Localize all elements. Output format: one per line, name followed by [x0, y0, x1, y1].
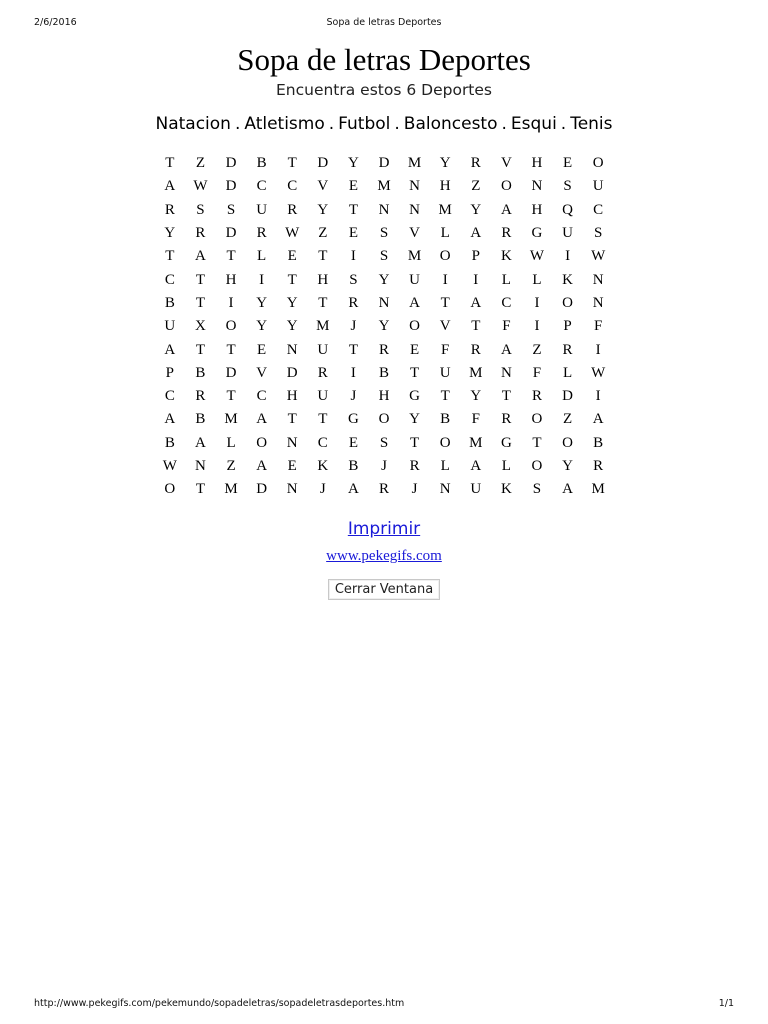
grid-cell: T — [165, 155, 175, 172]
grid-cell: A — [470, 458, 482, 474]
grid-cell: Y — [470, 388, 482, 405]
grid-cell: T — [195, 341, 206, 358]
grid-cell: C — [593, 201, 604, 218]
grid-row — [155, 478, 614, 501]
grid-cell: R — [531, 388, 542, 405]
grid-row — [155, 268, 614, 291]
grid-cell: N — [286, 481, 298, 498]
grid-cell: T — [195, 481, 206, 498]
grid-cell: W — [285, 225, 300, 242]
grid-cell: C — [256, 388, 267, 405]
grid-cell: L — [501, 271, 511, 288]
grid-cell: A — [409, 294, 421, 311]
grid-cell: M — [469, 364, 483, 381]
grid-cell: U — [317, 341, 329, 358]
grid-cell: W — [162, 458, 177, 474]
grid-cell: K — [500, 248, 512, 265]
grid-cell: T — [195, 271, 206, 288]
grid-cell: P — [165, 364, 175, 381]
grid-cell: V — [439, 318, 451, 335]
grid-cell: R — [195, 225, 206, 242]
grid-cell: U — [470, 481, 482, 498]
grid-cell: Q — [562, 201, 573, 218]
grid-cell: T — [195, 294, 206, 311]
grid-cell: R — [501, 225, 512, 242]
grid-cell: N — [195, 458, 206, 474]
grid-cell: C — [287, 178, 298, 195]
grid-cell: F — [471, 411, 480, 428]
grid-cell: L — [440, 225, 450, 242]
grid-cell: K — [562, 271, 573, 288]
grid-cell: A — [195, 248, 206, 265]
grid-cell: R — [378, 341, 389, 358]
grid-cell: K — [500, 481, 512, 498]
word-item: Futbol — [338, 114, 391, 134]
grid-cell: R — [409, 458, 420, 474]
grid-cell: N — [592, 294, 604, 311]
grid-cell: I — [473, 271, 479, 288]
grid-cell: Y — [562, 458, 573, 474]
page-subtitle: Encuentra estos 6 Deportes — [275, 81, 493, 99]
grid-cell: Y — [317, 201, 329, 218]
close-window-button[interactable]: Cerrar Ventana — [328, 579, 440, 600]
grid-cell: J — [319, 481, 326, 498]
grid-cell: I — [534, 294, 540, 311]
grid-cell: P — [471, 248, 480, 265]
grid-cell: J — [350, 388, 357, 405]
grid-cell: S — [226, 201, 236, 218]
grid-cell: B — [195, 411, 206, 428]
grid-cell: O — [439, 248, 451, 265]
grid-cell: D — [225, 364, 237, 381]
grid-cell: W — [529, 248, 545, 265]
print-footer — [34, 998, 734, 1012]
print-document-title: Sopa de letras Deportes — [326, 17, 442, 28]
grid-cell: T — [226, 341, 236, 358]
grid-cell: V — [317, 178, 329, 195]
grid-row — [155, 385, 614, 408]
word-list — [0, 112, 768, 136]
grid-cell: A — [164, 341, 176, 358]
grid-cell: E — [562, 155, 573, 172]
word-separator: . — [328, 114, 335, 134]
grid-cell: C — [317, 434, 328, 451]
grid-cell: S — [379, 248, 389, 265]
grid-cell: E — [348, 225, 358, 242]
grid-cell: T — [410, 434, 420, 451]
grid-cell: T — [287, 271, 297, 288]
grid-cell: C — [164, 271, 175, 288]
grid-cell: Y — [286, 294, 298, 311]
grid-cell: D — [225, 155, 237, 172]
grid-cell: S — [196, 201, 205, 218]
grid-cell: T — [348, 341, 358, 358]
grid-cell: R — [470, 341, 481, 358]
grid-cell: H — [531, 201, 543, 218]
word-separator: . — [501, 114, 507, 134]
grid-row — [155, 408, 614, 431]
grid-cell: M — [407, 155, 422, 172]
grid-cell: T — [287, 155, 297, 172]
grid-cell: H — [225, 271, 237, 288]
grid-cell: G — [347, 411, 359, 428]
grid-cell: B — [256, 155, 267, 172]
grid-cell: S — [349, 271, 358, 288]
grid-cell: A — [195, 434, 206, 451]
word-item: Esqui — [510, 114, 557, 134]
grid-cell: L — [532, 271, 542, 288]
grid-cell: A — [470, 225, 482, 242]
grid-cell: R — [195, 388, 206, 405]
grid-cell: G — [531, 225, 543, 242]
grid-cell: A — [164, 178, 176, 195]
grid-cell: G — [500, 434, 512, 451]
grid-cell: Y — [256, 318, 268, 335]
grid-cell: T — [501, 388, 511, 405]
grid-cell: T — [410, 364, 420, 381]
grid-cell: O — [500, 178, 512, 195]
grid-cell: C — [256, 178, 267, 195]
grid-cell: C — [164, 388, 175, 405]
grid-cell: B — [348, 458, 359, 474]
grid-cell: T — [165, 248, 175, 265]
grid-cell: W — [591, 364, 606, 381]
grid-cell: Z — [318, 225, 328, 242]
grid-cell: J — [411, 481, 418, 498]
grid-cell: E — [287, 458, 297, 474]
grid-cell: T — [318, 248, 328, 265]
grid-cell: I — [259, 271, 265, 288]
grid-cell: L — [562, 364, 573, 381]
grid-cell: R — [164, 201, 175, 218]
grid-cell: A — [500, 341, 512, 358]
grid-cell: T — [287, 411, 297, 428]
grid-cell: B — [593, 434, 604, 451]
grid-cell: I — [565, 248, 571, 265]
grid-cell: R — [470, 155, 481, 172]
grid-cell: O — [439, 434, 451, 451]
grid-cell: S — [532, 481, 542, 498]
grid-cell: U — [439, 364, 451, 381]
grid-cell: H — [317, 271, 329, 288]
grid-cell: D — [378, 155, 390, 172]
grid-cell: G — [409, 388, 421, 405]
grid-row — [155, 245, 614, 268]
grid-cell: M — [469, 434, 483, 451]
grid-cell: A — [470, 294, 482, 311]
grid-cell: U — [409, 271, 421, 288]
grid-row — [155, 175, 614, 198]
grid-cell: Z — [471, 178, 481, 195]
grid-cell: S — [563, 178, 572, 195]
grid-cell: R — [378, 481, 389, 498]
grid-cell: A — [562, 481, 573, 498]
print-header — [34, 17, 734, 31]
print-date: 2/6/2016 — [34, 17, 77, 28]
grid-cell: M — [407, 248, 422, 265]
grid-cell: E — [348, 434, 358, 451]
grid-cell: E — [348, 178, 358, 195]
grid-cell: R — [593, 458, 604, 474]
grid-cell: E — [287, 248, 297, 265]
grid-cell: T — [532, 434, 542, 451]
grid-cell: T — [226, 248, 236, 265]
grid-cell: D — [256, 481, 268, 498]
grid-cell: D — [225, 225, 237, 242]
grid-cell: U — [317, 388, 329, 405]
word-separator: . — [394, 114, 400, 134]
grid-cell: R — [256, 225, 267, 242]
grid-cell: F — [593, 318, 603, 335]
grid-cell: M — [377, 178, 391, 195]
grid-cell: Y — [286, 318, 298, 335]
grid-cell: B — [378, 364, 389, 381]
grid-cell: I — [534, 318, 540, 335]
grid-cell: Y — [378, 271, 390, 288]
grid-cell: I — [350, 364, 356, 381]
grid-cell: M — [224, 481, 238, 498]
grid-cell: T — [440, 294, 450, 311]
word-item: Baloncesto — [403, 114, 498, 134]
print-link[interactable]: Imprimir — [347, 519, 421, 540]
grid-cell: L — [226, 434, 236, 451]
grid-cell: W — [591, 248, 606, 265]
grid-cell: E — [410, 341, 420, 358]
grid-cell: Z — [195, 155, 206, 172]
grid-cell: T — [440, 388, 450, 405]
grid-cell: O — [531, 411, 543, 428]
grid-cell: T — [226, 388, 236, 405]
grid-cell: H — [286, 388, 298, 405]
grid-cell: O — [409, 318, 421, 335]
grid-cell: D — [317, 155, 329, 172]
grid-cell: J — [350, 318, 357, 335]
grid-cell: N — [409, 201, 421, 218]
grid-cell: B — [164, 294, 175, 311]
grid-cell: O — [562, 434, 573, 451]
word-item: Atletismo — [244, 114, 325, 134]
grid-cell: N — [409, 178, 421, 195]
grid-cell: N — [531, 178, 543, 195]
grid-cell: Z — [226, 458, 236, 474]
grid-cell: N — [286, 341, 298, 358]
grid-cell: T — [318, 294, 328, 311]
word-search-grid — [155, 152, 614, 501]
grid-row — [155, 362, 614, 385]
grid-cell: M — [591, 481, 605, 498]
word-separator: . — [234, 114, 241, 134]
grid-cell: F — [532, 364, 542, 381]
grid-cell: T — [471, 318, 481, 335]
grid-cell: R — [317, 364, 328, 381]
grid-cell: H — [378, 388, 390, 405]
grid-row — [155, 455, 614, 478]
word-item: Natacion — [155, 114, 231, 134]
grid-row — [155, 432, 614, 455]
grid-cell: U — [562, 225, 573, 242]
grid-cell: D — [225, 178, 237, 195]
grid-cell: S — [593, 225, 603, 242]
grid-cell: T — [348, 201, 358, 218]
grid-cell: I — [442, 271, 448, 288]
grid-row — [155, 292, 614, 315]
grid-cell: Y — [347, 155, 359, 172]
grid-cell: I — [228, 294, 234, 311]
grid-cell: R — [562, 341, 573, 358]
grid-cell: Y — [256, 294, 268, 311]
word-separator: . — [560, 114, 567, 134]
print-url: http://www.pekegifs.com/pekemundo/sopadeletras/sopadeletrasdeportes.htm — [34, 998, 405, 1009]
grid-cell: O — [164, 481, 176, 498]
grid-cell: U — [592, 178, 604, 195]
site-link-wrapper — [0, 548, 768, 565]
grid-cell: A — [347, 481, 359, 498]
grid-cell: U — [256, 201, 268, 218]
grid-cell: O — [256, 434, 268, 451]
grid-row — [155, 222, 614, 245]
grid-cell: M — [438, 201, 452, 218]
grid-cell: C — [501, 294, 512, 311]
grid-cell: L — [440, 458, 450, 474]
grid-cell: S — [379, 225, 389, 242]
grid-cell: I — [595, 341, 601, 358]
grid-row — [155, 338, 614, 361]
grid-cell: N — [378, 201, 390, 218]
print-page-count: 1/1 — [718, 998, 734, 1009]
grid-cell: B — [440, 411, 451, 428]
site-link[interactable]: www.pekegifs.com — [326, 548, 442, 565]
grid-cell: V — [500, 155, 512, 172]
grid-cell: I — [595, 388, 601, 405]
grid-cell: M — [224, 411, 238, 428]
grid-cell: A — [592, 411, 604, 428]
grid-cell: U — [164, 318, 176, 335]
grid-cell: R — [501, 411, 512, 428]
grid-cell: T — [318, 411, 328, 428]
grid-cell: B — [195, 364, 206, 381]
grid-cell: O — [562, 294, 573, 311]
grid-cell: B — [164, 434, 175, 451]
grid-row — [155, 152, 614, 175]
grid-cell: H — [439, 178, 451, 195]
grid-cell: O — [592, 155, 604, 172]
grid-cell: P — [563, 318, 572, 335]
grid-row — [155, 199, 614, 222]
word-item: Tenis — [570, 114, 613, 134]
grid-cell: F — [441, 341, 450, 358]
grid-cell: X — [195, 318, 206, 335]
grid-cell: M — [316, 318, 330, 335]
grid-cell: D — [562, 388, 573, 405]
grid-cell: O — [378, 411, 390, 428]
page-title: Sopa de letras Deportes — [237, 42, 531, 77]
grid-cell: D — [286, 364, 298, 381]
grid-cell: H — [531, 155, 543, 172]
grid-cell: Z — [532, 341, 542, 358]
grid-cell: Y — [378, 318, 390, 335]
grid-cell: N — [439, 481, 451, 498]
grid-cell: L — [501, 458, 511, 474]
grid-cell: N — [592, 271, 604, 288]
grid-cell: O — [225, 318, 237, 335]
grid-cell: A — [164, 411, 176, 428]
grid-cell: V — [256, 364, 268, 381]
grid-cell: W — [193, 178, 208, 195]
grid-cell: J — [381, 458, 387, 474]
grid-cell: N — [500, 364, 512, 381]
grid-cell: K — [317, 458, 329, 474]
grid-cell: Z — [562, 411, 573, 428]
grid-cell: O — [531, 458, 543, 474]
grid-cell: Y — [439, 155, 451, 172]
grid-cell: V — [409, 225, 421, 242]
grid-cell: Y — [470, 201, 482, 218]
grid-cell: A — [256, 458, 268, 474]
grid-cell: A — [256, 411, 268, 428]
grid-cell: E — [257, 341, 267, 358]
grid-cell: L — [257, 248, 267, 265]
grid-cell: R — [287, 201, 298, 218]
grid-cell: R — [348, 294, 359, 311]
grid-cell: Y — [409, 411, 421, 428]
grid-cell: F — [502, 318, 511, 335]
grid-cell: I — [350, 248, 356, 265]
grid-cell: S — [379, 434, 389, 451]
grid-cell: N — [378, 294, 390, 311]
grid-cell: A — [500, 201, 512, 218]
grid-cell: N — [286, 434, 298, 451]
grid-row — [155, 315, 614, 338]
grid-cell: Y — [164, 225, 176, 242]
main-content — [0, 40, 768, 600]
